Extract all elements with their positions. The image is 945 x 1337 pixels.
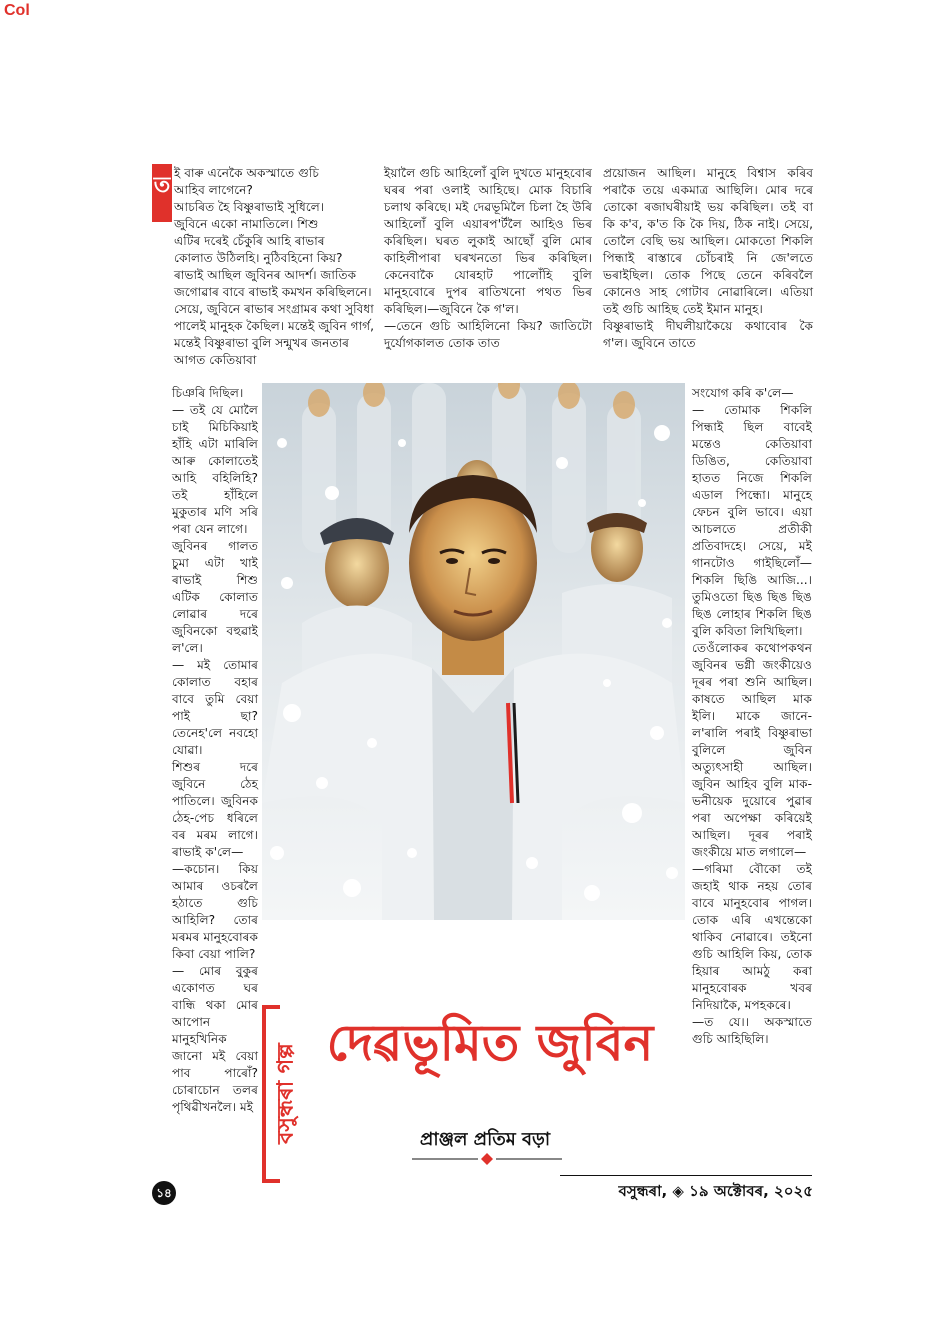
footer-rule	[560, 1175, 812, 1176]
column-1-bottom	[172, 385, 258, 1116]
column-1-bottom-text: চিঞৰি দিছিল। — তই যে মোলৈ চাই মিচিকিয়াই হাঁহি এটা মাৰিলি আৰু কোলাতেই আহি বহিলিহি? তই হাঁহিলে মুকুতাৰ মণি সৰি পৰা যেন লাগে। জুবিনৰ গালত চুমা এটা খাই ৰাভাই শিশু এটিক কোলাত লোৱাৰ দৰে জুবিনকো বহুৱাই ল'লে। — মই তোমাৰ কোলাত বহাৰ বাবে তুমি বেয়া পাই ছা? তেনেহ'লে নবহো যোৱা। শিশুৰ দৰে জুবিনে ঠেহ পাতিলে। জুবিনক ঠেহ-পেচ ধৰিলে বৰ মৰম লাগে। ৰাভাই ক'লে— —কচোন। কিয় আমাৰ ওচৰলৈ হঠাতে গুচি আহিলি? তোৰ মৰমৰ মানুহবোৰক কিবা বেয়া পালি? — মোৰ বুকুৰ একোণত ঘৰ বান্ধি থকা মোৰ আপোন মানুহখিনিক জানো মই বেয়া পাব পাৰোঁ? চোৰাচোন তলৰ পৃথিৱীখনলৈ। মই	[172, 386, 258, 1114]
column-1-top-text: ই বাৰু এনেকৈ অকস্মাতে গুচি আহিব লাগেনে? আচৰিত হৈ বিষ্ণুৰাভাই সুধিলে। জুবিনে একো নামাতিলে। শিশু এটিৰ দৰেই চেঁকুৰি আহি ৰাভাৰ কোলাত উঠিলহি। নুঠিবহিনো কিয়? ৰাভাই আছিল জুবিনৰ আদৰ্শ। জাতিক জগোৱাৰ বাবে ৰাভাই কমখন কৰিছিলনে। সেয়ে, জুবিনে ৰাভাৰ সংগ্ৰামৰ কথা সুবিধা পালেই মানুহক কৈছিল। মন্তেই জুবিন গাৰ্গ, মন্তেই বিষ্ণুৰাভা বুলি সন্মুখৰ জনতাৰ আগত কেতিয়াবা	[174, 166, 375, 367]
series-label	[262, 1005, 300, 1175]
byline: প্ৰাঞ্জল প্ৰতিম বড়া	[419, 1129, 551, 1150]
column-1-top	[160, 165, 375, 369]
column-2	[384, 165, 592, 352]
corner-tag: Col	[4, 2, 30, 19]
column-2-text: ইয়ালৈ গুচি আহিলোঁ বুলি দুখতে মানুহবোৰ ঘৰৰ পৰা ওলাই আহিছে। মোক বিচাৰি চলাথ কৰিছে। মই দেৱভূমিলৈ চিলা হৈ উৰি আহিলোঁ বুলি এয়াৰপ'ৰ্টলৈ আহিও ভিৰ কৰিছিল। ঘৰত লুকাই আছোঁ বুলি মোৰ কাহিলীপাৰা ঘৰখনতো ভিৰ কৰিছিল। কেনেবাকৈ যোৰহাট পালোঁহি বুলি মানুহবোৰে দুপৰ ৰাতিখনো পথত ভিৰ কৰিছিল।—জুবিনে কৈ গ'ল। —তেনে গুচি আহিলিনো কিয়? জাতিটো দুৰ্যোগকালত তোক তাত	[384, 166, 592, 350]
series-label-text: বসুন্ধৰা গল্প	[273, 1043, 299, 1144]
footer	[548, 1180, 813, 1205]
column-4-text: সংযোগ কৰি ক'লে— — তোমাক শিকলি পিন্ধাই ছিল বাবেই মন্তেও কেতিয়াবা ডিঙিত, কেতিয়াবা হাতত নিজে শিকলি এডাল পিন্ধো। মানুহে ফেচন বুলি ভাবে। এয়া আচলতে প্ৰতীকী প্ৰতিবাদহে। সেয়ে, মই গানটোও গাইছিলোঁ— শিকলি ছিঙি আজি...। তুমিওতো ছিঙ ছিঙ ছিঙ ছিঙ লোহাৰ শিকলি ছিঙ বুলি কবিতা লিখিছিলা। তেওঁলোকৰ কথোপকথন জুবিনৰ ভগ্নী জংকীয়েও দূৰৰ পৰা শুনি আছিল। কাষতে আছিল মাক ইলি। মাকে জানে-ল'ৰালি পৰাই বিষ্ণুৰাভা বুলিলে জুবিন অত্যুৎসাহী আছিল। জুবিন আহিব বুলি মাক-ভনীয়েক দুয়োৰে পুৱাৰ পৰা অপেক্ষা কৰিয়েই আছিল। দূৰৰ পৰাই জংকীয়ে মাত লগালে— —গৰিমা বৌকো তই জহাই থাক নহয় তোৰ বাবে মানুহবোৰ পাগল। তোক এৰি এখন্তেকো থাকিব নোৱাৰে। তইনো গুচি আহিলি কিয়, তোক হিয়াৰ আমঠু কৰা মানুহবোৰক খবৰ নিদিয়াকৈ, মপহকৰে। —ত যে।। অকস্মাতে গুচি আহিছিলি।	[692, 386, 812, 1046]
footer-publication: বসুন্ধৰা,	[618, 1182, 668, 1200]
dropcap-letter: ত	[152, 164, 172, 222]
column-4	[692, 385, 812, 1048]
footer-ornament-icon: ◈	[672, 1182, 684, 1200]
footer-date: ১৯ অক্টোবৰ, ২০২৫	[689, 1182, 813, 1200]
headline: দেৱভূমিত জুবিন	[326, 1014, 654, 1072]
column-3-top	[603, 165, 813, 352]
column-3-top-text: প্ৰয়োজন আছিল। মানুহে বিশ্বাস কৰিব পৰাকৈ তয়ে একমাত্ৰ আছিলি। মোৰ দৰে তোকো ৰজাঘৰীয়াই ভয় কৰিছিল। তই বা কি ক'ব, ক'ত কি কৈ দিয়, ঠিক নাই। সেয়ে, তোলৈ বেছি ভয় আছিল। মোকতো শিকলি পিন্ধাই ৰাস্তাৰে চোঁচৰাই নি জে'লতে ভৰাইছিল। তোক পিছে তেনে কৰিবলৈ কোনেও সাহ গোটাব নোৱাৰিলে। এতিয়া তই গুচি আহিছ তেই ইমান মানুহ। বিষ্ণুৰাভাই দীঘলীয়াকৈয়ে কথাবোৰ কৈ গ'ল। জুবিনে তাতে	[603, 166, 813, 350]
illustration-painting	[262, 383, 685, 920]
illustration	[262, 383, 685, 920]
page-number: ১৪	[152, 1181, 176, 1205]
byline-ornament	[412, 1152, 562, 1166]
